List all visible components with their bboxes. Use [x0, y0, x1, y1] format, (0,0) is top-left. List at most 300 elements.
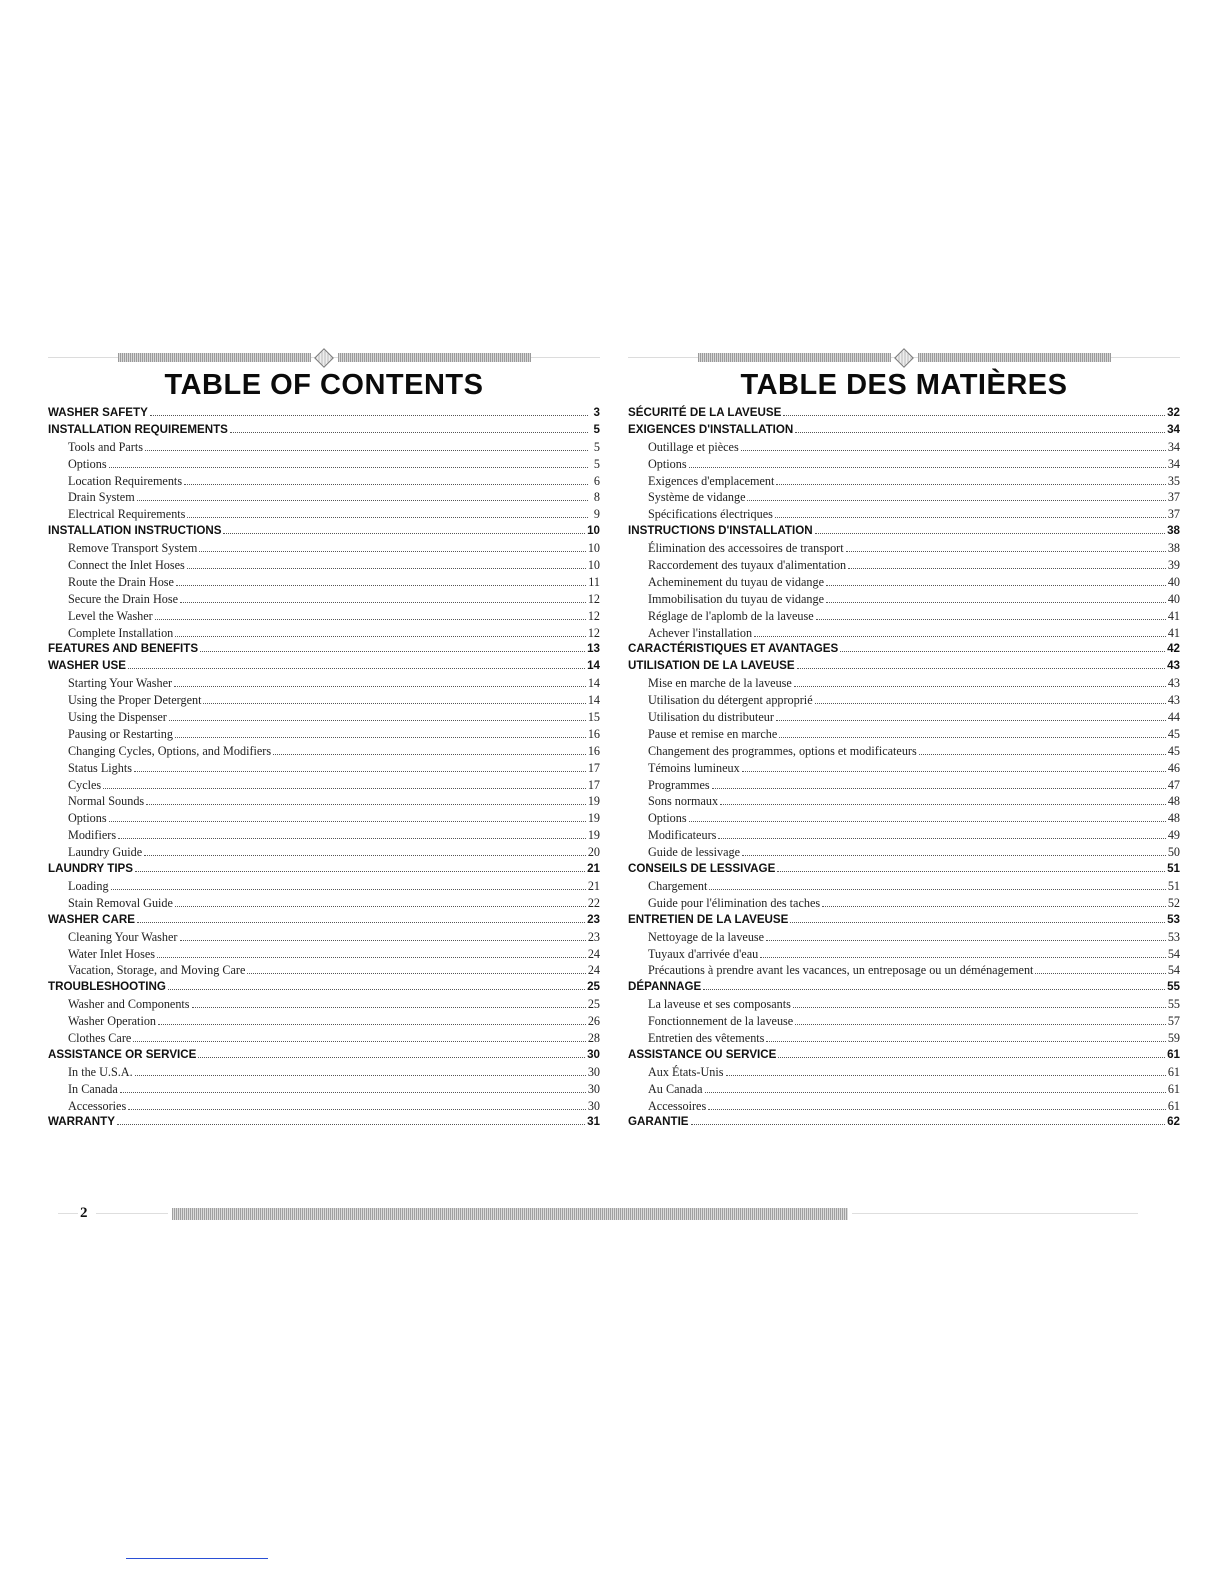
- entry-page-number: 30: [587, 1098, 600, 1113]
- entry-page-number: 42: [1167, 642, 1180, 656]
- dot-leader: [790, 912, 1165, 923]
- toc-subsection-entry: [628, 827, 1180, 844]
- entry-label: Raccordement des tuyaux d'alimentation: [648, 558, 847, 573]
- page-title: TABLE OF CONTENTS: [164, 369, 484, 401]
- entry-label: Outillage et pièces: [648, 439, 739, 454]
- entry-label: Précautions à prendre avant les vacances, un entreposage ou un déménagement: [648, 963, 1034, 978]
- entry-label: Au Canada: [648, 1081, 703, 1096]
- dot-leader: [135, 1065, 586, 1076]
- entry-page-number: 53: [1167, 929, 1180, 944]
- dot-leader: [742, 761, 1166, 772]
- entry-label: Exigences d'emplacement: [648, 473, 775, 488]
- dot-leader: [826, 575, 1166, 586]
- dot-leader: [689, 811, 1166, 822]
- entry-page-number: 43: [1167, 693, 1180, 708]
- page-footer: [0, 1205, 1224, 1225]
- dot-leader: [118, 828, 586, 839]
- toc-section-entry: [628, 422, 1180, 439]
- toc-section-entry: [48, 1047, 600, 1064]
- dot-leader: [705, 1082, 1166, 1093]
- entry-page-number: 34: [1167, 422, 1180, 436]
- dot-leader: [273, 744, 586, 755]
- entry-label: WASHER USE: [48, 659, 126, 673]
- entry-page-number: 50: [1167, 845, 1180, 860]
- dot-leader: [180, 930, 586, 941]
- entry-page-number: 57: [1167, 1014, 1180, 1029]
- toc-subsection-entry: [48, 844, 600, 861]
- entry-label: Options: [648, 811, 687, 826]
- toc-subsection-entry: [628, 946, 1180, 963]
- entry-page-number: 31: [587, 1115, 600, 1129]
- entry-page-number: 26: [587, 1014, 600, 1029]
- entry-label: DÉPANNAGE: [628, 980, 702, 994]
- toc-section-entry: [48, 405, 600, 422]
- toc-subsection-entry: [628, 591, 1180, 608]
- entry-page-number: 23: [587, 912, 600, 926]
- toc-subsection-entry: [628, 456, 1180, 473]
- entry-label: SÉCURITÉ DE LA LAVEUSE: [628, 406, 782, 419]
- entry-page-number: 51: [1167, 862, 1180, 876]
- toc-section-entry: [48, 422, 600, 439]
- dot-leader: [155, 609, 586, 620]
- dot-leader: [776, 710, 1166, 721]
- entry-page-number: 41: [1167, 625, 1180, 640]
- dot-leader: [247, 963, 585, 974]
- toc-subsection-entry: [48, 1013, 600, 1030]
- entry-page-number: 17: [587, 760, 600, 775]
- entry-page-number: 53: [1167, 912, 1180, 926]
- toc-subsection-entry: [628, 895, 1180, 912]
- entry-page-number: 21: [587, 862, 600, 876]
- dot-leader: [766, 1031, 1165, 1042]
- toc-subsection-entry: [628, 1064, 1180, 1081]
- entry-page-number: 48: [1167, 811, 1180, 826]
- dot-leader: [137, 490, 588, 501]
- entry-page-number: 12: [587, 625, 600, 640]
- dot-leader: [230, 422, 588, 433]
- entry-label: Options: [68, 456, 107, 471]
- entry-page-number: 54: [1167, 963, 1180, 978]
- dot-leader: [777, 861, 1165, 872]
- toc-subsection-entry: [628, 878, 1180, 895]
- title-ornament: [628, 350, 1180, 366]
- dot-leader: [200, 641, 585, 652]
- toc-section-entry: [48, 658, 600, 675]
- entry-page-number: 14: [587, 676, 600, 691]
- toc-section-entry: [628, 641, 1180, 658]
- entry-label: Remove Transport System: [68, 541, 198, 556]
- entry-label: Normal Sounds: [68, 794, 145, 809]
- entry-page-number: 37: [1167, 490, 1180, 505]
- entry-label: Accessoires: [648, 1098, 707, 1113]
- entry-page-number: 16: [587, 726, 600, 741]
- dot-leader: [199, 541, 585, 552]
- toc-subsection-entry: [48, 760, 600, 777]
- dot-leader: [169, 710, 586, 721]
- toc-subsection-entry: [628, 743, 1180, 760]
- toc-section-entry: [48, 912, 600, 929]
- entry-label: CARACTÉRISTIQUES ET AVANTAGES: [628, 642, 839, 656]
- toc-section-entry: [48, 1114, 600, 1131]
- entry-label: Utilisation du distributeur: [648, 710, 774, 725]
- toc-list: [628, 405, 1180, 1131]
- entry-label: Laundry Guide: [68, 845, 143, 860]
- entry-label: ENTRETIEN DE LA LAVEUSE: [628, 912, 789, 926]
- dot-leader: [187, 507, 588, 518]
- dot-leader: [919, 744, 1166, 755]
- dot-leader: [689, 457, 1166, 468]
- dot-leader: [1035, 963, 1165, 974]
- diamond-ornament-icon: [314, 348, 334, 368]
- dot-leader: [175, 727, 586, 738]
- toc-section-entry: [628, 658, 1180, 675]
- toc-section-entry: [48, 523, 600, 540]
- toc-english: [48, 350, 600, 1131]
- toc-subsection-entry: [48, 810, 600, 827]
- page-title: TABLE DES MATIÈRES: [740, 369, 1068, 401]
- dot-leader: [826, 592, 1166, 603]
- dot-leader: [120, 1082, 586, 1093]
- dot-leader: [712, 778, 1166, 789]
- entry-page-number: 30: [587, 1064, 600, 1079]
- title-ornament: [48, 350, 600, 366]
- dot-leader: [103, 778, 586, 789]
- entry-label: Pausing or Restarting: [68, 726, 173, 741]
- toc-section-entry: [628, 1047, 1180, 1064]
- toc-subsection-entry: [628, 1081, 1180, 1098]
- dot-leader: [198, 1047, 585, 1058]
- toc-subsection-entry: [48, 1064, 600, 1081]
- dot-leader: [822, 896, 1166, 907]
- page-number: 2: [80, 1205, 88, 1221]
- entry-page-number: 22: [587, 895, 600, 910]
- toc-list: [48, 405, 600, 1131]
- entry-label: WASHER CARE: [48, 912, 135, 926]
- toc-section-entry: [628, 523, 1180, 540]
- entry-label: Modificateurs: [648, 828, 717, 843]
- toc-subsection-entry: [48, 726, 600, 743]
- entry-page-number: 12: [587, 608, 600, 623]
- dot-leader: [795, 422, 1165, 433]
- toc-subsection-entry: [628, 844, 1180, 861]
- entry-page-number: 47: [1167, 777, 1180, 792]
- toc-subsection-entry: [48, 506, 600, 523]
- toc-subsection-entry: [628, 726, 1180, 743]
- dot-leader: [720, 794, 1166, 805]
- entry-page-number: 43: [1167, 676, 1180, 691]
- dot-leader: [815, 693, 1166, 704]
- footer-rule: [172, 1208, 848, 1220]
- toc-section-entry: [628, 1114, 1180, 1131]
- toc-subsection-entry: [628, 557, 1180, 574]
- dot-leader: [157, 947, 586, 958]
- entry-page-number: 48: [1167, 794, 1180, 809]
- entry-label: Système de vidange: [648, 490, 746, 505]
- entry-label: Spécifications électriques: [648, 507, 773, 522]
- toc-section-entry: [48, 979, 600, 996]
- toc-section-entry: [628, 979, 1180, 996]
- entry-label: TROUBLESHOOTING: [48, 980, 166, 994]
- dot-leader: [109, 457, 588, 468]
- toc-subsection-entry: [48, 456, 600, 473]
- toc-subsection-entry: [48, 827, 600, 844]
- entry-label: Electrical Requirements: [68, 507, 186, 522]
- dot-leader: [158, 1014, 586, 1025]
- entry-label: Modifiers: [68, 828, 117, 843]
- toc-subsection-entry: [48, 1098, 600, 1115]
- entry-page-number: 19: [587, 794, 600, 809]
- entry-label: ASSISTANCE OR SERVICE: [48, 1047, 197, 1061]
- entry-label: Complete Installation: [68, 625, 174, 640]
- entry-label: Témoins lumineux: [648, 760, 740, 775]
- entry-page-number: 44: [1167, 710, 1180, 725]
- entry-label: Cycles: [68, 777, 102, 792]
- dot-leader: [128, 1099, 586, 1110]
- dot-leader: [150, 405, 588, 416]
- dot-leader: [726, 1065, 1166, 1076]
- dot-leader: [144, 845, 586, 856]
- entry-label: Secure the Drain Hose: [68, 591, 178, 606]
- link-underline: [126, 1558, 268, 1559]
- entry-page-number: 59: [1167, 1030, 1180, 1045]
- entry-label: Guide de lessivage: [648, 845, 741, 860]
- entry-label: Starting Your Washer: [68, 676, 173, 691]
- toc-subsection-entry: [628, 1013, 1180, 1030]
- toc-subsection-entry: [48, 473, 600, 490]
- entry-page-number: 37: [1167, 507, 1180, 522]
- entry-page-number: 32: [1167, 406, 1180, 419]
- entry-page-number: 14: [587, 693, 600, 708]
- entry-page-number: 24: [587, 946, 600, 961]
- entry-page-number: 45: [1167, 743, 1180, 758]
- toc-section-entry: [628, 912, 1180, 929]
- entry-page-number: 41: [1167, 608, 1180, 623]
- entry-page-number: 52: [1167, 895, 1180, 910]
- entry-label: Élimination des accessoires de transport: [648, 541, 844, 556]
- toc-subsection-entry: [628, 473, 1180, 490]
- entry-page-number: 40: [1167, 574, 1180, 589]
- entry-page-number: 5: [593, 422, 600, 436]
- dot-leader: [111, 879, 586, 890]
- entry-page-number: 10: [587, 524, 600, 538]
- dot-leader: [135, 861, 585, 872]
- entry-page-number: 30: [587, 1081, 600, 1096]
- entry-label: Guide pour l'élimination des taches: [648, 895, 821, 910]
- entry-page-number: 45: [1167, 726, 1180, 741]
- entry-label: Réglage de l'aplomb de la laveuse: [648, 608, 814, 623]
- toc-subsection-entry: [628, 760, 1180, 777]
- entry-page-number: 19: [587, 828, 600, 843]
- toc-subsection-entry: [48, 946, 600, 963]
- entry-label: Options: [648, 456, 687, 471]
- entry-page-number: 10: [587, 558, 600, 573]
- dot-leader: [117, 1114, 585, 1125]
- entry-label: Nettoyage de la laveuse: [648, 929, 765, 944]
- entry-page-number: 55: [1167, 980, 1180, 994]
- entry-page-number: 61: [1167, 1098, 1180, 1113]
- toc-subsection-entry: [628, 625, 1180, 642]
- entry-label: Drain System: [68, 490, 135, 505]
- toc-subsection-entry: [48, 878, 600, 895]
- entry-page-number: 61: [1167, 1047, 1180, 1061]
- entry-label: La laveuse et ses composants: [648, 997, 791, 1012]
- entry-page-number: 13: [587, 642, 600, 656]
- dot-leader: [840, 641, 1165, 652]
- dot-leader: [779, 727, 1166, 738]
- entry-label: Water Inlet Hoses: [68, 946, 156, 961]
- dot-leader: [794, 676, 1166, 687]
- dot-leader: [793, 997, 1166, 1008]
- entry-page-number: 5: [593, 439, 600, 454]
- toc-subsection-entry: [628, 1098, 1180, 1115]
- entry-label: Location Requirements: [68, 473, 183, 488]
- dot-leader: [747, 490, 1165, 501]
- entry-page-number: 61: [1167, 1081, 1180, 1096]
- entry-label: Chargement: [648, 878, 708, 893]
- entry-label: Tuyaux d'arrivée d'eau: [648, 946, 759, 961]
- toc-subsection-entry: [48, 996, 600, 1013]
- toc-subsection-entry: [48, 439, 600, 456]
- toc-subsection-entry: [628, 489, 1180, 506]
- toc-subsection-entry: [628, 506, 1180, 523]
- entry-label: Tools and Parts: [68, 439, 143, 454]
- entry-page-number: 20: [587, 845, 600, 860]
- toc-section-entry: [628, 405, 1180, 422]
- entry-page-number: 15: [587, 710, 600, 725]
- dot-leader: [816, 609, 1166, 620]
- entry-label: Acheminement du tuyau de vidange: [648, 574, 824, 589]
- dot-leader: [180, 592, 586, 603]
- entry-page-number: 35: [1167, 473, 1180, 488]
- entry-page-number: 55: [1167, 997, 1180, 1012]
- dot-leader: [815, 523, 1166, 534]
- entry-page-number: 25: [587, 997, 600, 1012]
- dot-leader: [133, 1031, 586, 1042]
- toc-subsection-entry: [48, 489, 600, 506]
- toc-subsection-entry: [628, 608, 1180, 625]
- entry-page-number: 9: [593, 507, 600, 522]
- toc-subsection-entry: [628, 709, 1180, 726]
- entry-page-number: 21: [587, 878, 600, 893]
- entry-label: ASSISTANCE OU SERVICE: [628, 1047, 777, 1061]
- toc-subsection-entry: [48, 675, 600, 692]
- entry-page-number: 11: [588, 574, 600, 589]
- dot-leader: [766, 930, 1166, 941]
- toc-subsection-entry: [48, 743, 600, 760]
- toc-subsection-entry: [48, 574, 600, 591]
- dot-leader: [708, 1099, 1166, 1110]
- entry-page-number: 30: [587, 1047, 600, 1061]
- toc-section-entry: [628, 861, 1180, 878]
- toc-subsection-entry: [628, 439, 1180, 456]
- entry-label: FEATURES AND BENEFITS: [48, 642, 199, 656]
- toc-subsection-entry: [48, 692, 600, 709]
- toc-subsection-entry: [48, 962, 600, 979]
- dot-leader: [175, 626, 586, 637]
- dot-leader: [718, 828, 1165, 839]
- entry-page-number: 62: [1167, 1115, 1180, 1129]
- entry-label: Using the Dispenser: [68, 710, 167, 725]
- entry-label: Washer and Components: [68, 997, 190, 1012]
- entry-label: Programmes: [648, 777, 710, 792]
- dot-leader: [146, 794, 586, 805]
- entry-label: Mise en marche de la laveuse: [648, 676, 792, 691]
- entry-label: Entretien des vêtements: [648, 1030, 765, 1045]
- toc-subsection-entry: [628, 1030, 1180, 1047]
- dot-leader: [848, 558, 1166, 569]
- entry-page-number: 24: [587, 963, 600, 978]
- toc-subsection-entry: [48, 1030, 600, 1047]
- dot-leader: [175, 896, 586, 907]
- toc-subsection-entry: [48, 929, 600, 946]
- dot-leader: [709, 879, 1165, 890]
- entry-label: INSTALLATION INSTRUCTIONS: [48, 524, 222, 538]
- dot-leader: [742, 845, 1166, 856]
- toc-section-entry: [48, 641, 600, 658]
- dot-leader: [203, 693, 585, 704]
- entry-label: Achever l'installation: [648, 625, 753, 640]
- entry-page-number: 51: [1167, 878, 1180, 893]
- entry-label: Immobilisation du tuyau de vidange: [648, 591, 825, 606]
- entry-page-number: 3: [593, 406, 600, 419]
- toc-subsection-entry: [628, 810, 1180, 827]
- entry-page-number: 49: [1167, 828, 1180, 843]
- toc-subsection-entry: [48, 895, 600, 912]
- entry-label: Status Lights: [68, 760, 132, 775]
- toc-subsection-entry: [48, 1081, 600, 1098]
- entry-page-number: 12: [587, 591, 600, 606]
- toc-subsection-entry: [48, 777, 600, 794]
- entry-label: WARRANTY: [48, 1115, 115, 1129]
- dot-leader: [187, 558, 586, 569]
- toc-subsection-entry: [48, 625, 600, 642]
- dot-leader: [797, 658, 1165, 669]
- dot-leader: [776, 474, 1165, 485]
- toc-subsection-entry: [628, 962, 1180, 979]
- entry-label: CONSEILS DE LESSIVAGE: [628, 862, 776, 876]
- entry-page-number: 39: [1167, 558, 1180, 573]
- entry-label: INSTALLATION REQUIREMENTS: [48, 422, 228, 436]
- entry-page-number: 5: [593, 456, 600, 471]
- toc-subsection-entry: [628, 574, 1180, 591]
- entry-label: WASHER SAFETY: [48, 406, 148, 419]
- toc-subsection-entry: [628, 692, 1180, 709]
- entry-page-number: 6: [593, 473, 600, 488]
- toc-subsection-entry: [48, 557, 600, 574]
- toc-subsection-entry: [628, 793, 1180, 810]
- entry-label: Using the Proper Detergent: [68, 693, 202, 708]
- entry-label: Washer Operation: [68, 1014, 157, 1029]
- dot-leader: [184, 474, 588, 485]
- dot-leader: [691, 1114, 1166, 1125]
- entry-page-number: 61: [1167, 1064, 1180, 1079]
- entry-label: EXIGENCES D'INSTALLATION: [628, 422, 794, 436]
- entry-label: UTILISATION DE LA LAVEUSE: [628, 659, 795, 673]
- entry-page-number: 38: [1167, 541, 1180, 556]
- entry-label: Cleaning Your Washer: [68, 929, 178, 944]
- dot-leader: [795, 1014, 1166, 1025]
- entry-page-number: 25: [587, 980, 600, 994]
- entry-page-number: 10: [587, 541, 600, 556]
- dot-leader: [109, 811, 586, 822]
- entry-label: INSTRUCTIONS D'INSTALLATION: [628, 524, 813, 538]
- entry-label: Fonctionnement de la laveuse: [648, 1014, 794, 1029]
- entry-page-number: 23: [587, 929, 600, 944]
- entry-label: GARANTIE: [628, 1115, 689, 1129]
- toc-subsection-entry: [48, 591, 600, 608]
- dot-leader: [192, 997, 586, 1008]
- dot-leader: [775, 507, 1166, 518]
